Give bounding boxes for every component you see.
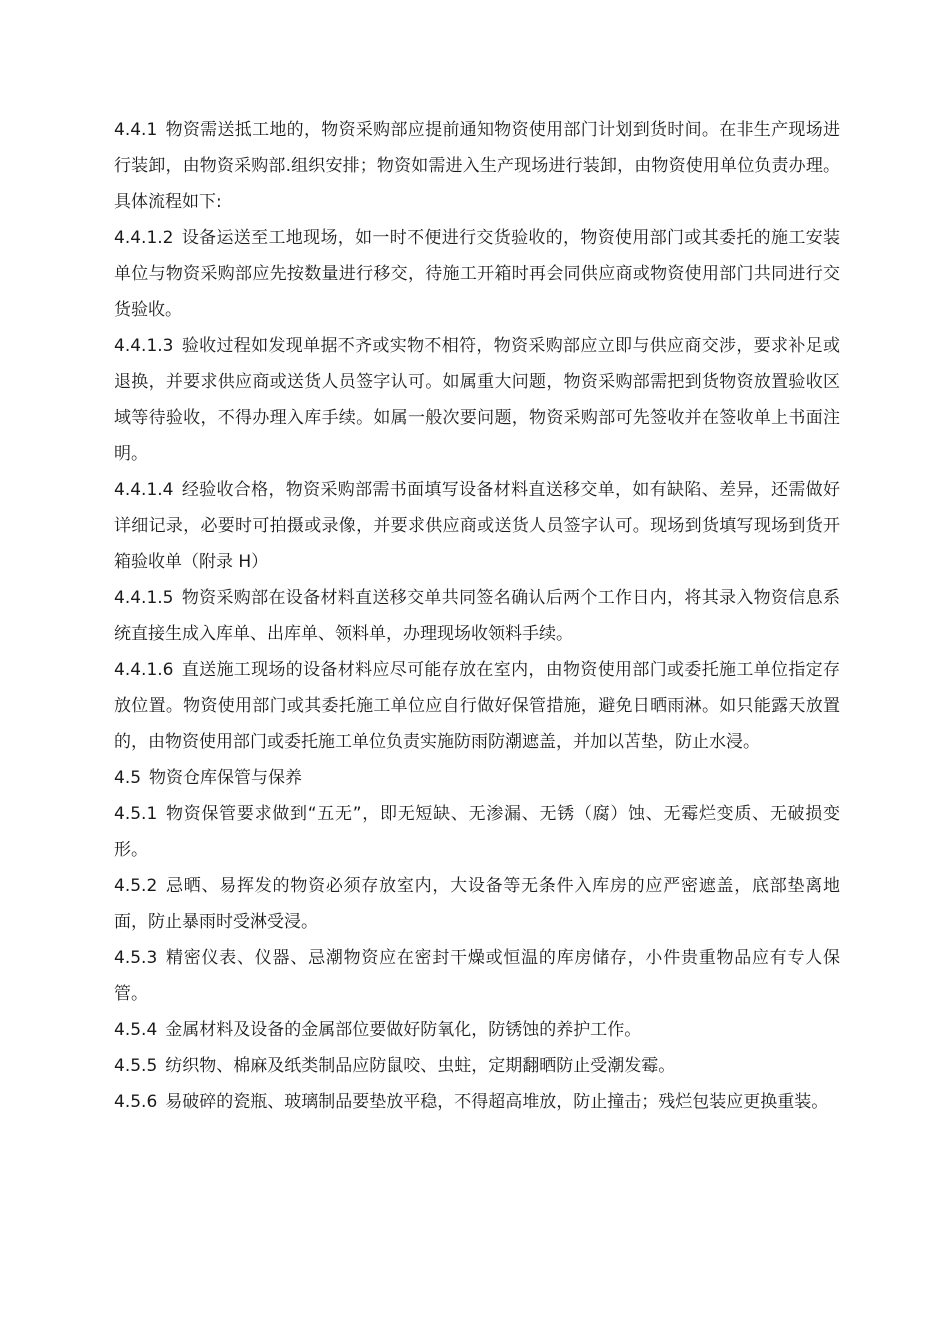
paragraph-4-4-1-6 (114, 652, 840, 760)
paragraph-text: 易破碎的瓷瓶、玻璃制品要垫放平稳，不得超高堆放，防止撞击；残烂包装应更换重装。 (165, 1092, 829, 1112)
paragraph-4-4-1-3 (114, 328, 840, 472)
paragraph-4-4-1-5 (114, 580, 840, 652)
paragraph-text: 经验收合格，物资采购部需书面填写设备材料直送移交单，如有缺陷、差异，还需做好详细记录，必要时可拍摄或录像，并要求供应商或送货人员签字认可。现场到货填写现场到货开箱验收单（附录 H） (114, 480, 840, 572)
paragraph-text: 验收过程如发现单据不齐或实物不相符，物资采购部应立即与供应商交涉，要求补足或退换，并要求供应商或送货人员签字认可。如属重大问题，物资采购部需把到货物资放置验收区域等待验收，不得办理入库手续。如属一般次要问题，物资采购部可先签收并在签收单上书面注明。 (114, 336, 840, 464)
paragraph-4-5-1 (114, 796, 840, 868)
paragraph-4-4-1-2 (114, 220, 840, 328)
paragraph-text: 物资保管要求做到“五无”，即无短缺、无渗漏、无锈（腐）蚀、无霉烂变质、无破损变形。 (114, 804, 840, 860)
section-number: 4.5.1 (114, 804, 158, 824)
section-number: 4.5 (114, 768, 142, 788)
paragraph-text: 纺织物、棉麻及纸类制品应防鼠咬、虫蛀，定期翻晒防止受潮发霉。 (165, 1056, 676, 1076)
paragraph-4-5-4 (114, 1012, 840, 1048)
paragraph-text: 直送施工现场的设备材料应尽可能存放在室内，由物资使用部门或委托施工单位指定存放位置。物资使用部门或其委托施工单位应自行做好保管措施，避免日晒雨淋。如只能露天放置的，由物资使用部门或委托施工单位负责实施防雨防潮遮盖，并加以苫垫，防止水浸。 (114, 660, 840, 752)
section-number: 4.4.1.2 (114, 228, 174, 248)
paragraph-4-5-3 (114, 940, 840, 1012)
section-number: 4.5.3 (114, 948, 158, 968)
paragraph-4-5-2 (114, 868, 840, 940)
section-number: 4.4.1.4 (114, 480, 174, 500)
paragraph-text: 物资采购部在设备材料直送移交单共同签名确认后两个工作日内，将其录入物资信息系统直接生成入库单、出库单、领料单，办理现场收领料手续。 (114, 588, 840, 644)
section-number: 4.4.1 (114, 120, 158, 140)
paragraph-text: 设备运送至工地现场，如一时不便进行交货验收的，物资使用部门或其委托的施工安装单位与物资采购部应先按数量进行移交，待施工开箱时再会同供应商或物资使用部门共同进行交货验收。 (114, 228, 840, 320)
paragraph-4-5-6 (114, 1084, 840, 1120)
section-number: 4.5.2 (114, 876, 158, 896)
section-number: 4.4.1.5 (114, 588, 174, 608)
section-number: 4.4.1.6 (114, 660, 174, 680)
paragraph-text: 精密仪表、仪器、忌潮物资应在密封干燥或恒温的库房储存，小件贵重物品应有专人保管。 (114, 948, 840, 1004)
section-number: 4.4.1.3 (114, 336, 174, 356)
paragraph-text: 金属材料及设备的金属部位要做好防氧化，防锈蚀的养护工作。 (165, 1020, 642, 1040)
section-number: 4.5.4 (114, 1020, 158, 1040)
section-heading-4-5 (114, 760, 840, 796)
section-heading-text: 物资仓库保管与保养 (149, 768, 303, 788)
section-number: 4.5.6 (114, 1092, 158, 1112)
document-body (114, 112, 840, 1120)
section-number: 4.5.5 (114, 1056, 158, 1076)
paragraph-text: 物资需送抵工地的，物资采购部应提前通知物资使用部门计划到货时间。在非生产现场进行装卸，由物资采购部.组织安排；物资如需进入生产现场进行装卸，由物资使用单位负责办理。具体流程如下: (114, 120, 840, 212)
paragraph-text: 忌晒、易挥发的物资必须存放室内，大设备等无条件入库房的应严密遮盖，底部垫离地面，防止暴雨时受淋受浸。 (114, 876, 840, 932)
paragraph-4-4-1 (114, 112, 840, 220)
paragraph-4-4-1-4 (114, 472, 840, 580)
paragraph-4-5-5 (114, 1048, 840, 1084)
